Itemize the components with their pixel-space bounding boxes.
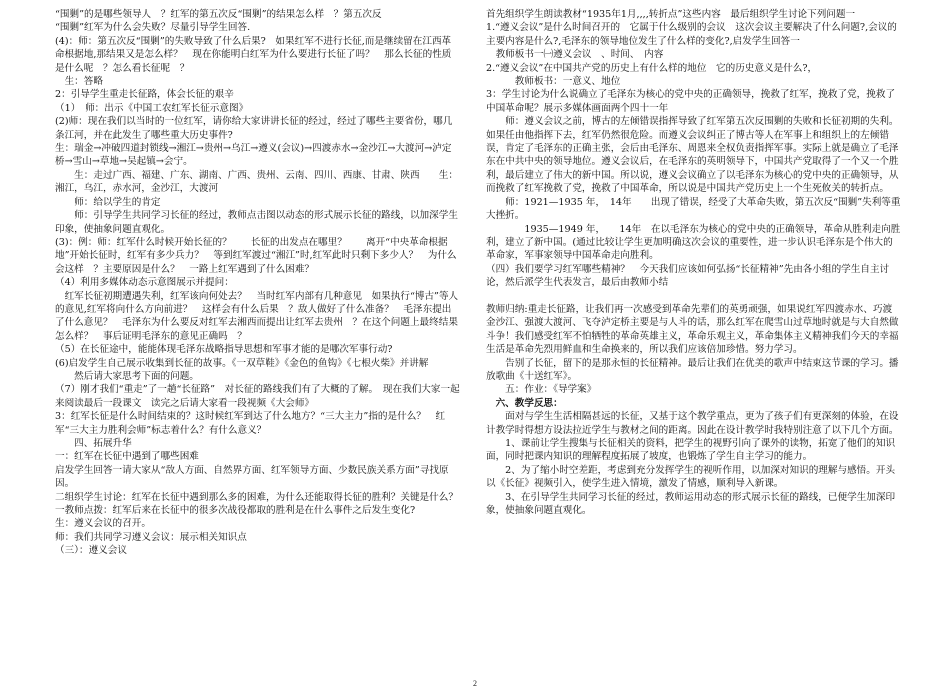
left-column-paragraph: 2：引导学生重走长征路，体会长征的艰辛	[55, 89, 234, 101]
left-column-paragraph: (2)师：现在我们以当时的一位红军，请你给大家讲讲长征的经过，经过了哪些主要省份，哪几条江河，并在此发生了哪些重大历史事件?	[55, 116, 453, 141]
right-column-paragraph: 师：1921—1935 年， 14年 出现了错误，经受了大革命失败，第五次反“围剿”失利等重大挫折。	[486, 196, 901, 222]
right-column-paragraph: 首先组织学生朗读教材“1935年1月,,,,转折点”这些内容 最后组织学生讨论下列问题一	[486, 9, 856, 20]
right-column-paragraph: 师：遵义会议之前，博古的左倾错误指挥导致了红军第五次反围剿的失败和长征初期的失利。如果任由他指挥下去，红军仍然很危险。而遵义会议纠正了博古等人在军事上和组织上的左倾错误，肯定了毛泽东的正确主张，会后由毛泽东、周恩来全权负责指挥军事。实际上就是确立了毛泽东在中共中央的领导地位。遵义会议后，在毛泽东的英明领导下，中国共产党取得了一个又一个胜利，最后建立了伟大的新中国。所以说，遵义会议确立了以毛泽东为核心的党中央的正确领导，从而挽救了红军挽救了党，挽救了中国革命，所以说是中国共产党历史上一个生死攸关的转折点。	[486, 116, 899, 195]
left-column-paragraph: “围剿”的是哪些领导人 ？红军的第五次反“围剿”的结果怎么样 ？第五次反	[55, 9, 382, 20]
right-column-paragraph: （四）我们要学习红军哪些精神？ 今天我们应该如何弘扬“长征精神”先由各小组的学生自主讨论，然后派学生代表发言，最后由教师小结	[486, 263, 890, 289]
right-column-paragraph: 1.“遵义会议”是什么时间召开的 它属于什么级别的会议 这次会议主要解决了什么问题?,会议的主要内容是什么?,毛泽东的领导地位发生了什么样的变化?,启发学生回答一	[486, 22, 897, 47]
right-column-paragraph: 面对与学生生活相隔甚远的长征，又基于这个教学重点，更为了孩子们有更深刻的体验，在设计教学时得想方设法拉近学生与教材之间的距离。因此在设计教学时我特别注意了以下几个方面。	[486, 411, 899, 436]
left-column	[55, 8, 460, 675]
right-column-paragraph: 2、为了缩小时空差距，考虑到充分发挥学生的视听作用，以加深对知识的理解与感悟。开头以《长征》视频引入，使学生进入情境，激发了情感，顺利导入新课。	[486, 464, 896, 490]
left-column-paragraph: （4）利用多媒体动态示意图展示并提问：	[55, 277, 234, 289]
right-column-paragraph: 五：作业：《导学案》	[486, 384, 597, 396]
left-column-paragraph: （5）在长征途中，能能体现毛泽东战略指导思想和军事才能的是哪次军事行动?	[55, 344, 393, 356]
right-column-paragraph: 1、课前让学生搜集与长征相关的资料，把学生的视野引向了课外的读物，拓宽了他们的知识面，同时把课内知识的理解程度拓展了坡度，也锻炼了学生自主学习的能力。	[486, 437, 896, 463]
right-column-paragraph: 六、教学反思：	[486, 397, 563, 409]
left-column-paragraph: 一：红军在长征中遇到了哪些困难	[55, 451, 199, 463]
left-column-paragraph: “围剿”红军为什么会失败？尽量引导学生回答.	[55, 22, 251, 34]
left-column-paragraph: 生：走过广西、福建、广东、湖南、广西、贵州、云南、四川、西康、甘肃、陕西 生：湘江，乌江，赤水河，金沙江，大渡河	[55, 169, 458, 195]
left-column-paragraph: （三）：遵义会议	[55, 545, 127, 557]
right-column-paragraph: 告别了长征，留下的是那永恒的长征精神。最后让我们在优美的歌声中结束这节课的学习。播放歌曲《十送红军》。	[486, 357, 899, 382]
left-column-paragraph: (4)：师：第五次反“围剿”的失败导致了什么后果? 如果红军不进行长征,而是继续留在江西革命根据地,那结果又是怎么样？ 现在你能明白红军为什么要进行长征了吗？ 那么长征的性质是什么呢 ？怎么看长征呢 ？	[55, 35, 452, 74]
left-column-paragraph: (3)：例：师：红军什么时候开始长征的？ 长征的出发点在哪里？ 离开“中央革命根据地”开始长征时，红军有多少兵力？ 等到红军渡过“湘江”时,红军此时只剩下多少人？ 为什么会这样 ？主要原因是什么？ 一路上红军遇到了什么困难？	[55, 236, 457, 275]
right-column-paragraph: 1935—1949 年， 14年 在以毛泽东为核心的党中央的正确领导，革命从胜利走向胜利，建立了新中国。(通过比较让学生更加明确这次会议的重要性，进一步认识毛泽东是个伟大的革命家，军事家领导中国革命走向胜利。	[486, 223, 901, 262]
right-column-paragraph: 3、在引导学生共同学习长征的经过，教师运用动态的形式展示长征的路线，已便学生加深印象，使抽象问题直观化。	[486, 491, 896, 517]
left-column-paragraph: (6)启发学生自己展示收集到长征的故事。《一双草鞋》《金色的鱼钩》《七根火柴》并讲解	[55, 357, 429, 369]
left-column-paragraph: 师：给以学生的肯定	[55, 196, 161, 208]
right-column-paragraph: 3：学生讨论为什么说确立了毛泽东为核心的党中央的正确领导，挽救了红军，挽救了党，挽救了中国革命呢？展示多媒体画面两个四十一年	[486, 89, 896, 114]
right-column-paragraph: 教师板书：一意义、地位	[486, 76, 621, 88]
left-column-paragraph: 然后请大家思考下面的问题。	[55, 370, 199, 382]
right-column	[486, 8, 901, 675]
left-column-paragraph: 生：遵义会议的召开。	[55, 518, 151, 530]
left-column-paragraph: 师：引导学生共同学习长征的经过，教师点击图以动态的形式展示长征的路线，以加深学生印象，使抽象问题直观化。	[55, 210, 458, 235]
left-column-paragraph: 二组织学生讨论：红军在长征中遇到那么多的困难，为什么还能取得长征的胜利？关键是什么？一教师点拨：红军后来在长征中的很多次战役都取的胜利是在什么事件之后发生变化?	[55, 491, 458, 517]
right-column-paragraph: 教师板书一㈠遵义会议 、时间、 内容	[486, 49, 664, 61]
left-column-paragraph: （1） 师：出示《中国工农红军长征示意图》	[55, 102, 249, 114]
left-column-paragraph: 生：瑞金→冲破四道封锁线→湘江→贵州→乌江→遵义(会议)→四渡赤水→金沙江→大渡河→泸定桥→雪山→草地→吴起镇→会宁。	[55, 143, 452, 168]
left-column-paragraph: 3：红军长征是什么时间结束的？这时候红军到达了什么地方？“三大主力”指的是什么？ 红军“三大主力胜利会师”标志着什么？有什么意义？	[55, 411, 446, 436]
left-column-paragraph: （7）刚才我们“重走”了一趟“长征路” 对长征的路线我们有了大概的了解。 现在我们大家一起来阅读最后一段课文 读完之后请大家看一段视频《大会师》	[55, 384, 460, 409]
left-column-paragraph: 师：我们共同学习遵义会议：展示相关知识点	[55, 531, 247, 543]
right-column-paragraph: 2.“遵义会议”在中国共产党的历史上有什么样的地位 它的历史意义是什么?，	[486, 62, 818, 74]
left-column-paragraph: 启发学生回答一请大家从“敌人方面、自然界方面、红军领导方面、少数民族关系方面”寻找原因。	[55, 464, 449, 490]
right-column-paragraph	[486, 290, 901, 303]
right-column-paragraph: 教师归纳:重走长征路，让我们再一次感受到革命先辈们的英勇顽强，如果说红军四渡赤水、巧渡金沙江、强渡大渡河、飞夺泸定桥主要是与人斗的话，那么红军在爬雪山过草地时就是与大自然做斗争！我们感受红军不怕牺牲的革命英雄主义，革命乐观主义，革命集体主义精神我们今天的幸福生活是革命先烈用鲜血和生命换来的，所以我们应该倍加珍惜。努力学习。	[486, 303, 899, 356]
page-number: 2	[473, 679, 477, 688]
left-column-paragraph: 红军长征初期遭遇失利，红军该向何处去？ 当时红军内部有几种意见 如果执行“博古”等人的意见,红军将向什么方向前进？ 这样会有什么后果 ？敌人做好了什么准备？ 毛泽东提出了什么意见？ 毛泽东为什么要反对红军去湘西而提出让红军去贵州 ？在这个问题上最终结果怎么样？ 事后证明毛泽东的意见正确吗 ？	[55, 290, 459, 342]
left-column-paragraph: 生：答略	[55, 76, 103, 88]
left-column-paragraph: 四、拓展升华	[55, 438, 132, 449]
